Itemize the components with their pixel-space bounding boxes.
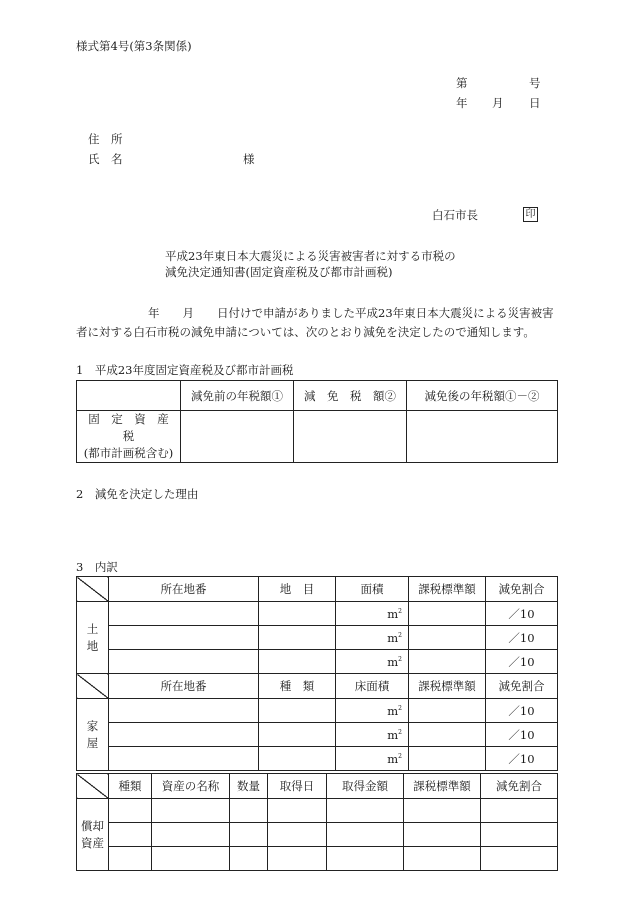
doc-title-line1: 平成23年東日本大震災による災害被害者に対する市税の (165, 249, 456, 263)
land-row-label (77, 602, 109, 674)
house-header-type: 種 類 (259, 674, 336, 699)
summary-reduction-value (294, 411, 407, 463)
depreciable-assets-table (76, 773, 558, 871)
depreciable-row-label-line2: 資産 (81, 835, 104, 850)
house-row-label-line2: 屋 (86, 735, 99, 750)
land-ratio-cell: ／10 (486, 650, 558, 674)
depreciable-row-label-line1: 償却 (81, 818, 104, 833)
land-header-category: 地 目 (259, 577, 336, 602)
area-unit: m (387, 727, 399, 742)
depreciable-header-acquired-amount: 取得金額 (327, 774, 404, 799)
land-category-cell (259, 626, 336, 650)
summary-header-after: 減免後の年税額①－② (407, 381, 558, 411)
seal-mark: 印 (523, 207, 538, 222)
depreciable-corner-cell (77, 774, 109, 799)
summary-header-reduction: 減 免 税 額② (294, 381, 407, 411)
depreciable-cell (109, 847, 152, 871)
summary-row-label-line2: (都市計画税含む) (83, 446, 174, 460)
area-unit-sup: 2 (398, 704, 402, 712)
depreciable-cell (109, 799, 152, 823)
depreciable-cell (404, 799, 481, 823)
depreciable-cell (152, 847, 230, 871)
doc-number-suffix: 号 (529, 76, 541, 90)
house-header-ratio: 減免割合 (486, 674, 558, 699)
area-unit-sup: 2 (398, 631, 402, 639)
land-header-ratio: 減免割合 (486, 577, 558, 602)
house-header-location: 所在地番 (109, 674, 259, 699)
summary-header-before: 減免前の年税額① (181, 381, 294, 411)
depreciable-cell (230, 847, 268, 871)
doc-number-prefix: 第 (456, 76, 468, 90)
house-ratio-cell: ／10 (486, 747, 558, 771)
house-tax-base-cell (409, 747, 486, 771)
depreciable-cell (404, 847, 481, 871)
house-tax-base-cell (409, 723, 486, 747)
area-unit-sup: 2 (398, 728, 402, 736)
depreciable-cell (327, 847, 404, 871)
land-row-label-line1: 土 (86, 621, 99, 636)
land-location-cell (109, 602, 259, 626)
land-header-tax-base: 課税標準額 (409, 577, 486, 602)
name-label: 氏 名 (88, 152, 123, 166)
depreciable-header-name: 資産の名称 (152, 774, 230, 799)
house-row-label-line1: 家 (86, 718, 99, 733)
depreciable-cell (230, 823, 268, 847)
section1-heading: 1 平成23年度固定資産税及び都市計画税 (76, 363, 294, 377)
house-type-cell (259, 699, 336, 723)
depreciable-cell (481, 799, 558, 823)
depreciable-cell (404, 823, 481, 847)
section3-heading: 3 内訳 (76, 560, 118, 574)
seal-stamp (523, 206, 538, 222)
body-line1: 年 月 日付けで申請がありました平成23年東日本大震災による災害被害 (148, 306, 554, 320)
land-corner-cell (77, 577, 109, 602)
form-label: 様式第4号(第3条関係) (76, 39, 192, 53)
area-unit-sup: 2 (398, 655, 402, 663)
address-label: 住 所 (88, 132, 123, 146)
area-unit-sup: 2 (398, 752, 402, 760)
land-header-location: 所在地番 (109, 577, 259, 602)
land-ratio-cell: ／10 (486, 626, 558, 650)
depreciable-cell (268, 799, 327, 823)
depreciable-header-tax-base: 課税標準額 (404, 774, 481, 799)
doc-date-day: 日 (529, 96, 541, 110)
house-area-cell (336, 723, 409, 747)
house-row-label (77, 699, 109, 771)
land-area-cell (336, 650, 409, 674)
summary-row-label (77, 411, 181, 463)
land-tax-base-cell (409, 602, 486, 626)
sender-title: 白石市長 (432, 208, 478, 222)
summary-row-label-line1: 固 定 資 産 税 (88, 412, 181, 443)
land-location-cell (109, 626, 259, 650)
doc-date-year: 年 (456, 96, 468, 110)
house-ratio-cell: ／10 (486, 699, 558, 723)
area-unit: m (387, 654, 399, 669)
depreciable-header-type: 種類 (109, 774, 152, 799)
depreciable-cell (268, 823, 327, 847)
depreciable-cell (327, 823, 404, 847)
land-area-cell (336, 626, 409, 650)
area-unit: m (387, 606, 399, 621)
land-ratio-cell: ／10 (486, 602, 558, 626)
body-line2: 者に対する白石市税の減免申請については、次のとおり減免を決定したので通知します。 (76, 325, 535, 339)
summary-after-value (407, 411, 558, 463)
land-tax-base-cell (409, 650, 486, 674)
doc-date-month: 月 (492, 96, 504, 110)
doc-title-line2: 減免決定通知書(固定資産税及び都市計画税) (165, 265, 393, 279)
depreciable-header-acquired-date: 取得日 (268, 774, 327, 799)
house-header-tax-base: 課税標準額 (409, 674, 486, 699)
land-header-area: 面積 (336, 577, 409, 602)
depreciable-cell (152, 823, 230, 847)
house-header-floor-area: 床面積 (336, 674, 409, 699)
house-location-cell (109, 699, 259, 723)
land-category-cell (259, 602, 336, 626)
honorific: 様 (243, 152, 255, 166)
depreciable-header-quantity: 数量 (230, 774, 268, 799)
house-location-cell (109, 723, 259, 747)
land-area-cell (336, 602, 409, 626)
section2-heading: 2 減免を決定した理由 (76, 487, 199, 501)
house-corner-cell (77, 674, 109, 699)
house-type-cell (259, 747, 336, 771)
area-unit: m (387, 703, 399, 718)
depreciable-cell (268, 847, 327, 871)
land-category-cell (259, 650, 336, 674)
depreciable-cell (152, 799, 230, 823)
house-area-cell (336, 699, 409, 723)
area-unit: m (387, 751, 399, 766)
house-tax-base-cell (409, 699, 486, 723)
area-unit: m (387, 630, 399, 645)
land-tax-base-cell (409, 626, 486, 650)
summary-before-value (181, 411, 294, 463)
house-location-cell (109, 747, 259, 771)
tax-summary-table (76, 380, 558, 463)
house-area-cell (336, 747, 409, 771)
summary-corner-cell (77, 381, 181, 411)
depreciable-cell (481, 823, 558, 847)
area-unit-sup: 2 (398, 607, 402, 615)
depreciable-row-label (77, 799, 109, 871)
land-location-cell (109, 650, 259, 674)
house-ratio-cell: ／10 (486, 723, 558, 747)
land-house-table (76, 576, 558, 771)
land-row-label-line2: 地 (86, 638, 99, 653)
depreciable-cell (109, 823, 152, 847)
depreciable-cell (230, 799, 268, 823)
depreciable-cell (327, 799, 404, 823)
depreciable-cell (481, 847, 558, 871)
house-type-cell (259, 723, 336, 747)
depreciable-header-ratio: 減免割合 (481, 774, 558, 799)
